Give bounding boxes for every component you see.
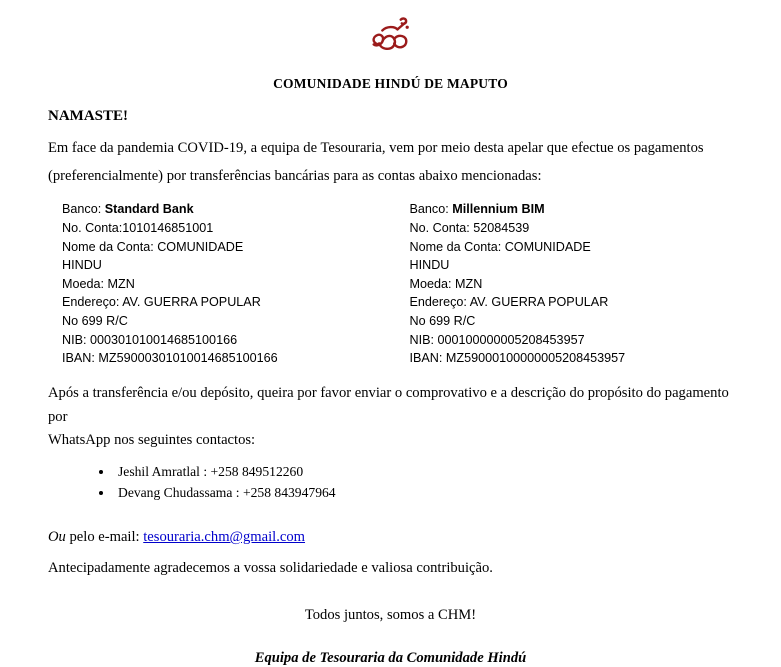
bank-address-1: Endereço: AV. GUERRA POPULAR	[62, 295, 261, 310]
intro-line-2: (preferencialmente) por transferências bancárias para as contas abaixo mencionadas:	[48, 167, 542, 184]
after-transfer-line-2: WhatsApp nos seguintes contactos:	[48, 432, 256, 449]
bank-account-number: No. Conta:1010146851001	[62, 220, 214, 235]
email-link[interactable]: tesouraria.chm@gmail.com	[143, 528, 306, 545]
bank-nib: NIB: 000301010014685100166	[62, 332, 238, 347]
email-line	[48, 529, 733, 546]
bank-account-number: No. Conta: 52084539	[409, 220, 530, 235]
email-prefix: Ou	[48, 528, 66, 545]
email-label: pelo e-mail:	[65, 528, 144, 545]
om-symbol-icon	[364, 11, 418, 65]
bank-account-name-1: Nome da Conta: COMUNIDADE	[62, 239, 244, 254]
bank-address-2: No 699 R/C	[62, 314, 128, 329]
list-item: • Devang Chudassama : +258 843947964	[114, 482, 733, 503]
bank-name: Millennium BIM	[452, 202, 545, 217]
page-title: COMUNIDADE HINDÚ DE MAPUTO	[273, 76, 508, 91]
bank-column-millennium	[398, 200, 734, 368]
list-item: • Jeshil Amratlal : +258 849512260	[114, 461, 733, 482]
bank-name: Standard Bank	[104, 202, 194, 217]
logo-area	[48, 0, 733, 70]
bank-account-name-2: HINDU	[62, 258, 102, 273]
contact-list	[48, 461, 733, 503]
bank-label: Banco:	[409, 202, 449, 217]
bank-currency: Moeda: MZN	[62, 276, 135, 291]
bank-column-standard	[62, 200, 398, 368]
bank-iban: IBAN: MZ59000100000005208453957	[409, 351, 626, 366]
intro-line-1: Em face da pandemia COVID-19, a equipa de Tesouraria, vem por meio desta apelar que efectue os pagamentos	[48, 140, 704, 156]
signature-text: Equipa de Tesouraria da Comunidade Hindú	[254, 649, 527, 666]
bank-address-2: No 699 R/C	[409, 314, 476, 329]
bank-details-block	[48, 200, 733, 368]
bank-account-name-2: HINDU	[409, 258, 450, 273]
together-text: Todos juntos, somos a CHM!	[304, 606, 477, 623]
thanks-text: Antecipadamente agradecemos a vossa solidariedade e valiosa contribuição.	[48, 559, 493, 576]
bank-address-1: Endereço: AV. GUERRA POPULAR	[409, 295, 609, 310]
after-transfer-line-1: Após a transferência e/ou depósito, queira por favor enviar o comprovativo e a descrição do propósito do pagamento por	[48, 384, 729, 425]
bank-nib: NIB: 000100000005208453957	[409, 332, 585, 347]
bank-name-row	[410, 200, 734, 219]
bank-name-row	[62, 200, 398, 219]
bank-label: Banco:	[62, 202, 102, 217]
bank-currency: Moeda: MZN	[409, 276, 483, 291]
bank-iban: IBAN: MZ59000301010014685100166	[62, 351, 278, 366]
bank-account-name-1: Nome da Conta: COMUNIDADE	[409, 239, 591, 254]
greeting: NAMASTE!	[48, 108, 129, 124]
